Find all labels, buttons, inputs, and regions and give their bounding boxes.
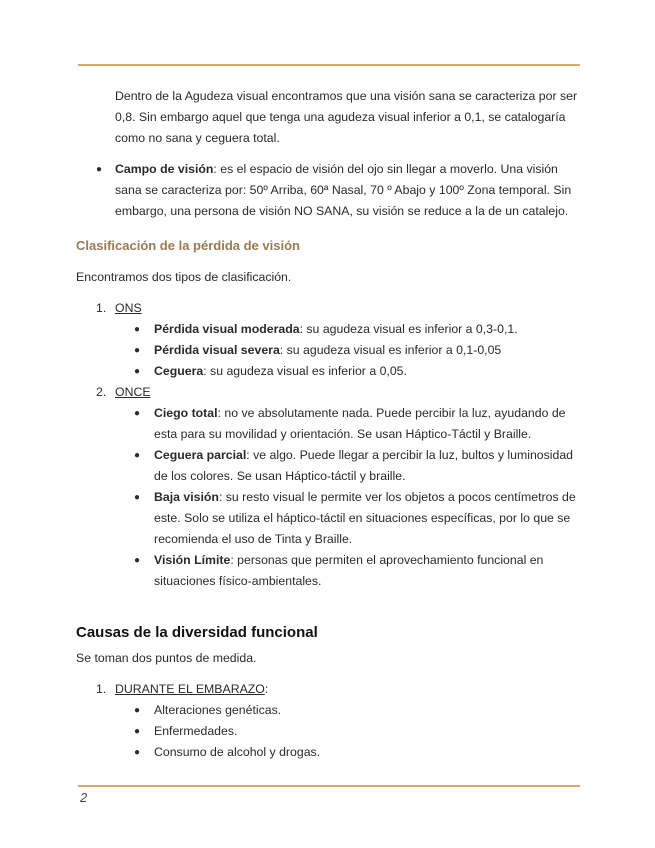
term-label: Campo de visión [115, 162, 214, 176]
numbered-item-ons [76, 298, 581, 319]
bullet-icon: ● [134, 492, 141, 503]
term-text: : ve algo. Puede llegar a percibir la luz, bultos y luminosidad de los colores. Se usan Háptico-táctil y braille. [154, 448, 574, 483]
item-text: Alteraciones genéticas. [154, 703, 282, 717]
list-title: ONS [115, 301, 142, 315]
footer-rule [78, 785, 580, 787]
term-label: Visión Límite [154, 553, 231, 567]
term-text: : es el espacio de visión del ojo sin llegar a moverlo. Una visión sana se caracteriza por: 50º Arriba, 60ª Nasal, 70 º Abajo y 100º Zona temporal. Sin embargo, una persona de visión NO SANA, su visión se reduce a la de un catalejo. [115, 162, 572, 218]
clasificacion-intro: Encontramos dos tipos de clasificación. [76, 270, 292, 284]
bullet-icon: ● [134, 408, 141, 419]
bullet-icon: ● [134, 450, 141, 461]
bullet-icon: ● [134, 705, 141, 716]
item-text: Enfermedades. [154, 724, 238, 738]
numbered-item-embarazo [76, 679, 581, 700]
term-text: : no ve absolutamente nada. Puede percibir la luz, ayudando de esta para su movilidad y orientación. Se usan Háptico-Táctil y Braille. [154, 406, 566, 441]
embarazo-sublist [76, 700, 581, 763]
list-item [76, 550, 581, 592]
list-title-suffix: : [264, 682, 269, 696]
list-title: ONCE [115, 385, 151, 399]
page-number: 2 [80, 790, 88, 805]
numbered-item-once [76, 382, 581, 403]
list-item [76, 700, 581, 721]
list-number: 1. [96, 682, 107, 696]
bullet-icon: ● [134, 726, 141, 737]
list-title: DURANTE EL EMBARAZO [115, 682, 265, 696]
list-item [76, 487, 581, 550]
bullet-icon: ● [134, 555, 141, 566]
list-item [76, 361, 581, 382]
header-rule [78, 64, 580, 66]
term-label: Pérdida visual moderada [154, 322, 300, 336]
list-item [76, 319, 581, 340]
list-item [76, 445, 581, 487]
page-content [76, 86, 581, 763]
list-number: 2. [96, 385, 107, 399]
term-label: Ceguera parcial [154, 448, 247, 462]
once-sublist [76, 403, 581, 592]
bullet-icon: ● [134, 345, 141, 356]
term-text: : personas que permiten el aprovechamiento funcional en situaciones físico-ambientales. [154, 553, 544, 588]
term-text: : su agudeza visual es inferior a 0,1-0,05 [279, 343, 502, 357]
intro-paragraph: Dentro de la Agudeza visual encontramos que una visión sana se caracteriza por ser 0,8. Sin embargo aquel que tenga una agudeza visual inferior a 0,1, se catalogaría como no sana y ceguera total. [115, 89, 578, 145]
ons-sublist [76, 319, 581, 382]
section-title-causas: Causas de la diversidad funcional [76, 624, 318, 641]
list-item [76, 721, 581, 742]
term-label: Ciego total [154, 406, 218, 420]
term-label: Baja visión [154, 490, 219, 504]
bullet-icon: ● [134, 366, 141, 377]
bullet-icon: ● [96, 164, 103, 175]
causas-intro: Se toman dos puntos de medida. [76, 651, 257, 665]
term-label: Pérdida visual severa [154, 343, 280, 357]
list-item [76, 403, 581, 445]
term-text: : su agudeza visual es inferior a 0,05. [203, 364, 407, 378]
term-text: : su resto visual le permite ver los objetos a pocos centímetros de este. Solo se utiliza el háptico-táctil en situaciones específicas, por lo que se recomienda el uso de Tinta y Braille. [154, 490, 576, 546]
subheading-clasificacion: Clasificación de la pérdida de visión [76, 238, 300, 253]
list-number: 1. [96, 301, 107, 315]
list-item [76, 340, 581, 361]
bullet-campo-de-vision [76, 159, 581, 222]
bullet-icon: ● [134, 747, 141, 758]
term-text: : su agudeza visual es inferior a 0,3-0,1. [299, 322, 518, 336]
term-label: Ceguera [154, 364, 204, 378]
list-item [76, 742, 581, 763]
bullet-icon: ● [134, 324, 141, 335]
item-text: Consumo de alcohol y drogas. [154, 745, 321, 759]
